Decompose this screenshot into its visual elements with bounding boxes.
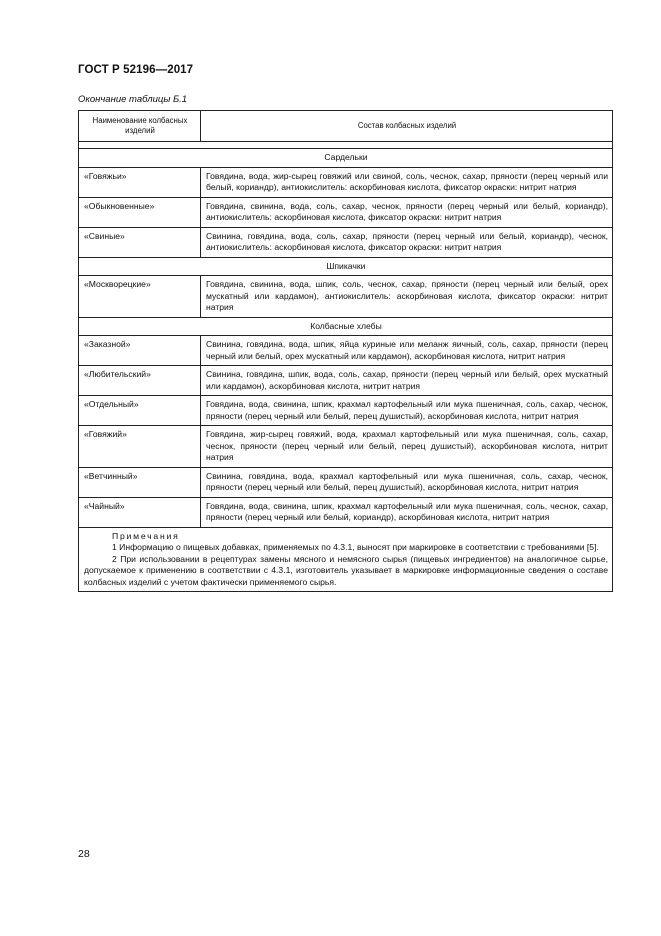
table-row: [79, 497, 613, 527]
product-composition: Говядина, свинина, вода, соль, сахар, чеснок, пряности (перец черный или белый, кориандр), антиокислитель: аскорбиновая кислота, фиксатор окраски: нитрит натрия: [201, 197, 613, 227]
product-name: «Отдельный»: [79, 396, 201, 426]
product-composition: Говядина, свинина, вода, шпик, соль, чеснок, сахар, пряности (перец черный или белый, орех мускатный или кардамон), антиокислитель: аскорбиновая кислота, фиксатор окраски: нитрит натрия: [201, 276, 613, 318]
product-name: «Обыкновенные»: [79, 197, 201, 227]
table-row: [79, 276, 613, 318]
note-item: 2 При использовании в рецептурах замены мясного и немясного сырья (пищевых ингредиентов) на аналогичное сырье, допускаемое к применению в соответствии с 4.3.1, изготовитель указывает в маркировке информационные сведения о составе колбасных изделий с учетом фактически применяемого сырья.: [84, 553, 608, 587]
table-row: [79, 336, 613, 366]
section-title: Колбасные хлебы: [79, 317, 613, 336]
table-row: [79, 366, 613, 396]
section-title: Сардельки: [79, 149, 613, 168]
page-number: 28: [78, 848, 90, 860]
product-name: «Любительский»: [79, 366, 201, 396]
column-header-name: Наименование колбасных изделий: [79, 111, 201, 142]
table-row: [79, 167, 613, 197]
product-composition: Говядина, вода, жир-сырец говяжий или свиной, соль, чеснок, сахар, пряности (перец черный или белый, кориандр), антиокислитель: аскорбиновая кислота, фиксатор окраски: нитрит натрия: [201, 167, 613, 197]
notes-block: [79, 527, 613, 592]
header-spacer: [79, 142, 613, 149]
table-row: [79, 426, 613, 468]
section-title: Шпикачки: [79, 257, 613, 276]
product-name: «Москворецкие»: [79, 276, 201, 318]
table-row: [79, 227, 613, 257]
product-composition: Свинина, говядина, вода, шпик, яйца куриные или меланж яичный, соль, сахар, пряности (перец черный или белый, орех мускатный или кардамон), аскорбиновая кислота, нитрит натрия: [201, 336, 613, 366]
product-composition: Говядина, вода, свинина, шпик, крахмал картофельный или мука пшеничная, соль, сахар, чеснок, пряности (перец черный или белый, перец душистый), аскорбиновая кислота, нитрит натрия: [201, 396, 613, 426]
table-row: [79, 467, 613, 497]
table-row: [79, 197, 613, 227]
product-composition: Говядина, вода, свинина, шпик, крахмал картофельный или мука пшеничная, соль, чеснок, сахар, пряности (перец черный или белый, кориандр), аскорбиновая кислота, нитрит натрия: [201, 497, 613, 527]
document-id: ГОСТ Р 52196—2017: [78, 64, 194, 76]
product-name: «Ветчинный»: [79, 467, 201, 497]
table-body: [79, 149, 613, 528]
product-composition: Говядина, жир-сырец говяжий, вода, крахмал картофельный или мука пшеничная, соль, сахар, чеснок, пряности (перец черный или белый, перец душистый), аскорбиновая кислота, нитрит натрия: [201, 426, 613, 468]
notes-heading: Примечания: [112, 530, 180, 541]
product-name: «Заказной»: [79, 336, 201, 366]
product-name: «Свиные»: [79, 227, 201, 257]
note-item: 1 Информацию о пищевых добавках, применяемых по 4.3.1, выносят при маркировке в соответствии с требованиями [5].: [112, 542, 599, 552]
product-composition: Свинина, говядина, шпик, вода, соль, сахар, пряности (перец черный или белый, орех мускатный или кардамон), аскорбиновая кислота, нитрит натрия: [201, 366, 613, 396]
product-name: «Говяжий»: [79, 426, 201, 468]
table-row: [79, 396, 613, 426]
table-caption: Окончание таблицы Б.1: [78, 94, 188, 105]
column-header-composition: Состав колбасных изделий: [201, 111, 613, 142]
product-composition: Свинина, говядина, вода, крахмал картофельный или мука пшеничная, соль, сахар, чеснок, пряности (перец черный или белый, перец душистый), аскорбиновая кислота, нитрит натрия: [201, 467, 613, 497]
product-name: «Чайный»: [79, 497, 201, 527]
product-composition: Свинина, говядина, вода, соль, сахар, пряности (перец черный или белый, кориандр), чеснок, антиокислитель: аскорбиновая кислота, фиксатор окраски: нитрит натрия: [201, 227, 613, 257]
product-name: «Говяжьи»: [79, 167, 201, 197]
composition-table: [78, 110, 613, 592]
